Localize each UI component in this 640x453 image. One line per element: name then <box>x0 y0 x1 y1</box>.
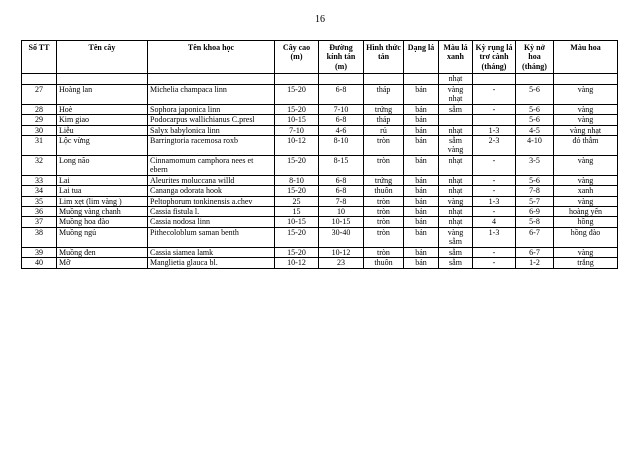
cell-ten-khoa-hoc: Cananga odorata hook <box>148 186 275 196</box>
cell-ky-rung: - <box>473 247 516 257</box>
cell-ky-rung: - <box>473 258 516 268</box>
cell-mau-la <box>439 115 473 125</box>
cell-ky-no: 4-10 <box>516 135 554 155</box>
cell-ten-khoa-hoc: Pithecoloblum saman benth <box>148 227 275 247</box>
cell-duong-kinh: 10-15 <box>319 217 364 227</box>
cell-dang-la: bản <box>404 84 439 104</box>
cell-ten-khoa-hoc: Cassia siamea lamk <box>148 247 275 257</box>
cell-ten-khoa-hoc: Podocarpus wallichianus C.presl <box>148 115 275 125</box>
cell-hinh-thuc: tròn <box>364 135 404 155</box>
cell-ky-no: 5-6 <box>516 175 554 185</box>
cell-ky-rung: - <box>473 84 516 104</box>
cell-mau-la: nhạt <box>439 217 473 227</box>
cell-cay-cao: 7-10 <box>275 125 319 135</box>
cell-dang-la: bản <box>404 104 439 114</box>
header-duong-kinh: Đường kính tán (m) <box>319 41 364 74</box>
cell-hinh-thuc: trứng <box>364 104 404 114</box>
cell-mau-hoa: vàng nhạt <box>554 125 618 135</box>
cell-dang-la: bản <box>404 247 439 257</box>
cell-ky-rung <box>473 115 516 125</box>
cell-mau-la: nhạt <box>439 207 473 217</box>
cell-ten-khoa-hoc: Cassia nodosa linn <box>148 217 275 227</box>
cell-mau-hoa: vàng <box>554 84 618 104</box>
cell-ten-cay: Muồng ngủ <box>57 227 148 247</box>
cell-ten-khoa-hoc: Cinnamomum camphora nees et ebern <box>148 155 275 175</box>
cell-ky-no: 4-5 <box>516 125 554 135</box>
cell-mau-hoa: trắng <box>554 258 618 268</box>
table-row <box>22 196 618 206</box>
cell-ten-cay: Long não <box>57 155 148 175</box>
cell-mau-la: sẫm vàng <box>439 135 473 155</box>
cell-duong-kinh: 7-8 <box>319 196 364 206</box>
cell-hinh-thuc: tháp <box>364 84 404 104</box>
header-stt: Số TT <box>22 41 57 74</box>
cell-cay-cao: 10-15 <box>275 115 319 125</box>
cell-ky-no: 1-2 <box>516 258 554 268</box>
cell-cay-cao: 15-20 <box>275 186 319 196</box>
cell-ten-cay: Hoè <box>57 104 148 114</box>
cell-ky-no: 3-5 <box>516 155 554 175</box>
cell-mau-hoa: vàng <box>554 155 618 175</box>
cell-stt: 30 <box>22 125 57 135</box>
cell-hinh-thuc: rủ <box>364 125 404 135</box>
cell-hinh-thuc: tháp <box>364 115 404 125</box>
table-row <box>22 135 618 155</box>
header-hinh-thuc: Hình thức tán <box>364 41 404 74</box>
cell-mau-la: nhạt <box>439 125 473 135</box>
cell-duong-kinh: 4-6 <box>319 125 364 135</box>
cell-ky-rung: - <box>473 207 516 217</box>
cell-cay-cao: 15 <box>275 207 319 217</box>
cell-cay-cao: 15-20 <box>275 104 319 114</box>
cell-stt: 35 <box>22 196 57 206</box>
cell-ky-no: 5-6 <box>516 84 554 104</box>
table-row <box>22 247 618 257</box>
table-row <box>22 217 618 227</box>
cell-hinh-thuc: tròn <box>364 227 404 247</box>
cell-ten-khoa-hoc: Barringtoria racemosa roxb <box>148 135 275 155</box>
cell-cay-cao: 10-15 <box>275 217 319 227</box>
cell-mau-la: vàng nhạt <box>439 84 473 104</box>
cell-stt: 37 <box>22 217 57 227</box>
cell-stt: 28 <box>22 104 57 114</box>
cell-cay-cao: 25 <box>275 196 319 206</box>
cell-ten-cay: Hoàng lan <box>57 84 148 104</box>
cell-stt: 32 <box>22 155 57 175</box>
cell-stt: 29 <box>22 115 57 125</box>
cell-cay-cao: 15-20 <box>275 227 319 247</box>
cell-mau-la: nhạt <box>439 186 473 196</box>
cell-mau-hoa: vàng <box>554 247 618 257</box>
cell-hinh-thuc: tròn <box>364 247 404 257</box>
table-row <box>22 155 618 175</box>
continuation-mau-la: nhạt <box>439 74 473 84</box>
cell-ky-no: 6-7 <box>516 227 554 247</box>
cell-ky-rung: - <box>473 186 516 196</box>
cell-stt: 39 <box>22 247 57 257</box>
cell-mau-hoa: vàng <box>554 104 618 114</box>
cell-mau-hoa: đỏ thẫm <box>554 135 618 155</box>
cell-dang-la: bản <box>404 135 439 155</box>
cell-mau-la: vàng sẫm <box>439 227 473 247</box>
cell-duong-kinh: 7-10 <box>319 104 364 114</box>
cell-duong-kinh: 6-8 <box>319 186 364 196</box>
header-mau-hoa: Màu hoa <box>554 41 618 74</box>
cell-duong-kinh: 8-15 <box>319 155 364 175</box>
header-ky-rung: Kỳ rụng lá trơ cành (tháng) <box>473 41 516 74</box>
cell-ky-no: 5-6 <box>516 115 554 125</box>
cell-dang-la: bản <box>404 258 439 268</box>
cell-dang-la: bản <box>404 125 439 135</box>
cell-ten-khoa-hoc: Manglietia glauca bl. <box>148 258 275 268</box>
cell-duong-kinh: 23 <box>319 258 364 268</box>
cell-hinh-thuc: thuôn <box>364 258 404 268</box>
cell-ten-cay: Mỡ <box>57 258 148 268</box>
cell-dang-la: bản <box>404 217 439 227</box>
table-row <box>22 186 618 196</box>
cell-ten-cay: Kim giao <box>57 115 148 125</box>
cell-mau-la: sẫm <box>439 247 473 257</box>
cell-stt: 33 <box>22 175 57 185</box>
cell-mau-hoa: hồng <box>554 217 618 227</box>
table-row <box>22 104 618 114</box>
cell-hinh-thuc: thuôn <box>364 186 404 196</box>
cell-ten-cay: Lai tua <box>57 186 148 196</box>
cell-ky-rung: 4 <box>473 217 516 227</box>
cell-ky-rung: 1-3 <box>473 196 516 206</box>
table-body <box>22 74 618 268</box>
cell-ky-no: 5-6 <box>516 104 554 114</box>
cell-stt: 34 <box>22 186 57 196</box>
cell-ky-rung: 1-3 <box>473 125 516 135</box>
cell-ky-no: 6-7 <box>516 247 554 257</box>
cell-duong-kinh: 30-40 <box>319 227 364 247</box>
cell-duong-kinh: 10 <box>319 207 364 217</box>
cell-hinh-thuc: trứng <box>364 175 404 185</box>
cell-hinh-thuc: tròn <box>364 207 404 217</box>
header-dang-la: Dạng lá <box>404 41 439 74</box>
cell-mau-la: sẫm <box>439 104 473 114</box>
table-row <box>22 207 618 217</box>
cell-dang-la: bản <box>404 175 439 185</box>
table-row <box>22 227 618 247</box>
cell-dang-la: bản <box>404 196 439 206</box>
cell-stt: 40 <box>22 258 57 268</box>
cell-mau-hoa: vàng <box>554 175 618 185</box>
cell-mau-hoa: xanh <box>554 186 618 196</box>
cell-ten-khoa-hoc: Aleurites moluccana willd <box>148 175 275 185</box>
plant-table <box>21 40 618 269</box>
cell-ky-rung: - <box>473 175 516 185</box>
cell-mau-hoa: hoàng yến <box>554 207 618 217</box>
header-ky-no: Kỳ nở hoa (tháng) <box>516 41 554 74</box>
page-number: 16 <box>315 14 325 25</box>
cell-stt: 38 <box>22 227 57 247</box>
cell-ky-rung: - <box>473 155 516 175</box>
table-row <box>22 258 618 268</box>
cell-duong-kinh: 6-8 <box>319 84 364 104</box>
cell-mau-la: sẫm <box>439 258 473 268</box>
cell-ten-khoa-hoc: Cassia fistula l. <box>148 207 275 217</box>
cell-ky-no: 5-8 <box>516 217 554 227</box>
table-row <box>22 125 618 135</box>
cell-ten-khoa-hoc: Peltophorum tonkinensis a.chev <box>148 196 275 206</box>
cell-ten-cay: Muồng vàng chanh <box>57 207 148 217</box>
header-ten-cay: Tên cây <box>57 41 148 74</box>
cell-duong-kinh: 6-8 <box>319 175 364 185</box>
cell-dang-la: bản <box>404 207 439 217</box>
cell-cay-cao: 15-20 <box>275 247 319 257</box>
cell-dang-la: bản <box>404 155 439 175</box>
cell-ten-cay: Muồng hoa đào <box>57 217 148 227</box>
cell-ten-cay: Lộc vừng <box>57 135 148 155</box>
header-mau-la: Màu lá xanh <box>439 41 473 74</box>
cell-dang-la: bản <box>404 186 439 196</box>
cell-ten-khoa-hoc: Salyx babylonica linn <box>148 125 275 135</box>
cell-ten-cay: Muồng đen <box>57 247 148 257</box>
cell-cay-cao: 8-10 <box>275 175 319 185</box>
cell-duong-kinh: 8-10 <box>319 135 364 155</box>
cell-ky-rung: - <box>473 104 516 114</box>
header-row <box>22 41 618 74</box>
cell-dang-la: bản <box>404 115 439 125</box>
cell-duong-kinh: 6-8 <box>319 115 364 125</box>
cell-ky-no: 6-9 <box>516 207 554 217</box>
header-ten-khoa-hoc: Tên khoa học <box>148 41 275 74</box>
continuation-row <box>22 74 618 84</box>
cell-cay-cao: 10-12 <box>275 258 319 268</box>
cell-ten-cay: Lim xẹt (lim vàng ) <box>57 196 148 206</box>
cell-cay-cao: 15-20 <box>275 155 319 175</box>
cell-stt: 27 <box>22 84 57 104</box>
table-row <box>22 175 618 185</box>
cell-ten-khoa-hoc: Sophora japonica linn <box>148 104 275 114</box>
cell-mau-la: vàng <box>439 196 473 206</box>
cell-hinh-thuc: tròn <box>364 217 404 227</box>
cell-mau-la: nhạt <box>439 175 473 185</box>
cell-ten-cay: Lai <box>57 175 148 185</box>
cell-stt: 31 <box>22 135 57 155</box>
cell-cay-cao: 10-12 <box>275 135 319 155</box>
cell-stt: 36 <box>22 207 57 217</box>
cell-ky-no: 7-8 <box>516 186 554 196</box>
cell-mau-hoa: vàng <box>554 196 618 206</box>
cell-mau-hoa: hồng đào <box>554 227 618 247</box>
table-row <box>22 115 618 125</box>
cell-mau-hoa: vàng <box>554 115 618 125</box>
cell-ky-rung: 1-3 <box>473 227 516 247</box>
table-row <box>22 84 618 104</box>
cell-hinh-thuc: tròn <box>364 155 404 175</box>
cell-cay-cao: 15-20 <box>275 84 319 104</box>
cell-ky-rung: 2-3 <box>473 135 516 155</box>
cell-ky-no: 5-7 <box>516 196 554 206</box>
cell-ten-cay: Liễu <box>57 125 148 135</box>
cell-dang-la: bản <box>404 227 439 247</box>
header-cay-cao: Cây cao (m) <box>275 41 319 74</box>
cell-hinh-thuc: tròn <box>364 196 404 206</box>
cell-ten-khoa-hoc: Michelia champaca linn <box>148 84 275 104</box>
cell-duong-kinh: 10-12 <box>319 247 364 257</box>
cell-mau-la: nhạt <box>439 155 473 175</box>
